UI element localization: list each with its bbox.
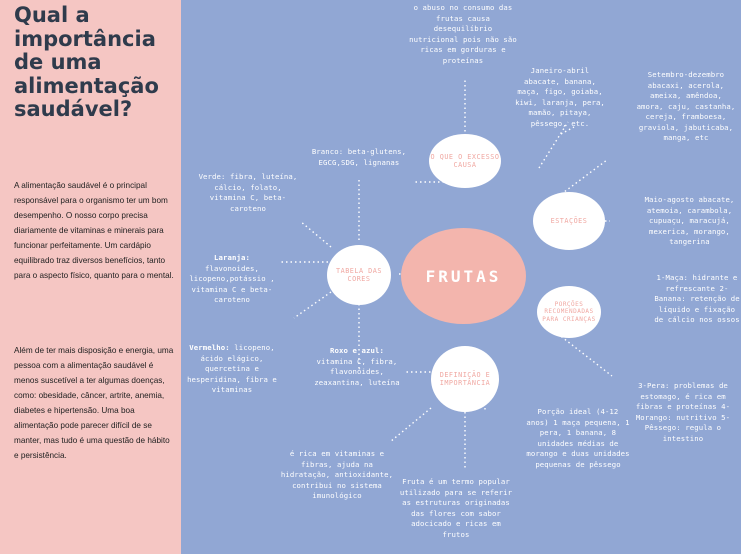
node-tabela-label: TABELA DAS CORES bbox=[336, 266, 382, 283]
janeiro-abril-text: Janeiro-abril abacate, banana, maça, figo, goiaba, kiwi, laranja, pera, mamão, pitaya, pêssego, etc. bbox=[515, 66, 605, 128]
vermelho-block bbox=[185, 343, 279, 396]
page-title: Qual a importância de uma alimentação saudável? bbox=[14, 3, 159, 122]
porcao-ideal-text: Porção ideal (4-12 anos) 1 maça pequena, 1 pera, 1 banana, 8 unidades médias de morango e duas unidades pequenas de pêssego bbox=[526, 407, 630, 469]
node-porcoes-label: PORÇÕES RECOMENDADAS PARA CRIANÇAS bbox=[542, 300, 596, 323]
node-tabela-cores bbox=[327, 245, 391, 305]
verde-text: Verde: fibra, luteína, cálcio, folato, vitamina C, beta-caroteno bbox=[198, 172, 298, 213]
center-frutas-node bbox=[401, 228, 526, 324]
porcoes-frutas-1-text: 1-Maça: hidrante e refrescante 2- Banana: retenção de líquido e fixação de cálcio nos ossos bbox=[654, 273, 740, 324]
branco-text: Branco: beta-glutens, EGCG,SDG, lignanas bbox=[311, 147, 407, 167]
node-definicao bbox=[431, 346, 499, 412]
diseases-paragraph: Além de ter mais disposição e energia, uma pessoa com a alimentação saudável é menos suscetível a ter algumas doenças, como: obesidade, câncer, artrite, anemia, diabetes e hipertensão. Uma boa alimentação pode parecer difícil de se manter, mas tudo é uma questão de hábito e persistência. bbox=[14, 346, 174, 460]
roxo-azul-block bbox=[311, 346, 403, 388]
beneficios-text: é rica em vitaminas e fibras, ajuda na hidratação, antioxidante, contribui no sistema imunológico bbox=[280, 449, 394, 500]
laranja-label: Laranja: bbox=[214, 253, 250, 262]
node-estacoes-label: ESTAÇÕES bbox=[550, 216, 588, 225]
setembro-dezembro-text: Setembro-dezembro abacaxi, acerola, ameixa, amêndoa, amora, caju, castanha, cereja, framboesa, graviola, jabuticaba, manga, etc bbox=[636, 70, 736, 142]
definicao-text: Fruta é um termo popular utilizado para se referir as estruturas originadas das flores com sabor adocicado e ricas em frutos bbox=[399, 477, 513, 539]
center-label: FRUTAS bbox=[425, 266, 502, 286]
node-excesso bbox=[429, 134, 501, 188]
node-excesso-label: O QUE O EXCESSO CAUSA bbox=[430, 152, 500, 169]
mind-map-canvas bbox=[181, 0, 741, 554]
porcoes-frutas-2-text: 3-Pera: problemas de estomago, é rica em fibras e proteínas 4-Morango: nutritivo 5-Pêssego: regula o intestino bbox=[635, 381, 731, 443]
excesso-text: o abuso no consumo das frutas causa desequilíbrio nutricional pois não são ricas em gorduras e proteínas bbox=[409, 3, 517, 65]
node-estacoes bbox=[533, 192, 605, 250]
intro-paragraph: A alimentação saudável é o principal responsável para o organismo ter um bom desempenho. O nosso corpo precisa diariamente de vitaminas e minerais para funcionar perfeitamente. Um cardápio equilibrado traz diversos benefícios, tanto para o aspecto físico, quanto para o mental. bbox=[14, 181, 174, 280]
roxo-azul-label: Roxo e azul: bbox=[330, 346, 384, 355]
laranja-block bbox=[187, 253, 277, 306]
left-panel bbox=[0, 0, 181, 554]
node-definicao-label: DEFINIÇÃO E IMPORTÂNCIA bbox=[439, 370, 491, 387]
maio-agosto-text: Maio-agosto abacate, atemoia, carambola, cupuaçu, maracujá, mexerica, morango, tangerina bbox=[644, 195, 735, 246]
laranja-text: flavonoides, licopeno,potássio , vitamina C e beta-caroteno bbox=[189, 263, 275, 304]
roxo-azul-text: vitamina C, fibra, flavonóides, zeaxantina, luteína bbox=[314, 356, 400, 387]
node-porcoes bbox=[537, 286, 601, 338]
vermelho-label: Vermelho: bbox=[189, 343, 230, 352]
vermelho-text: licopeno, ácido elágico, quercetina e hesperidina, fibra e vitaminas bbox=[187, 343, 277, 394]
